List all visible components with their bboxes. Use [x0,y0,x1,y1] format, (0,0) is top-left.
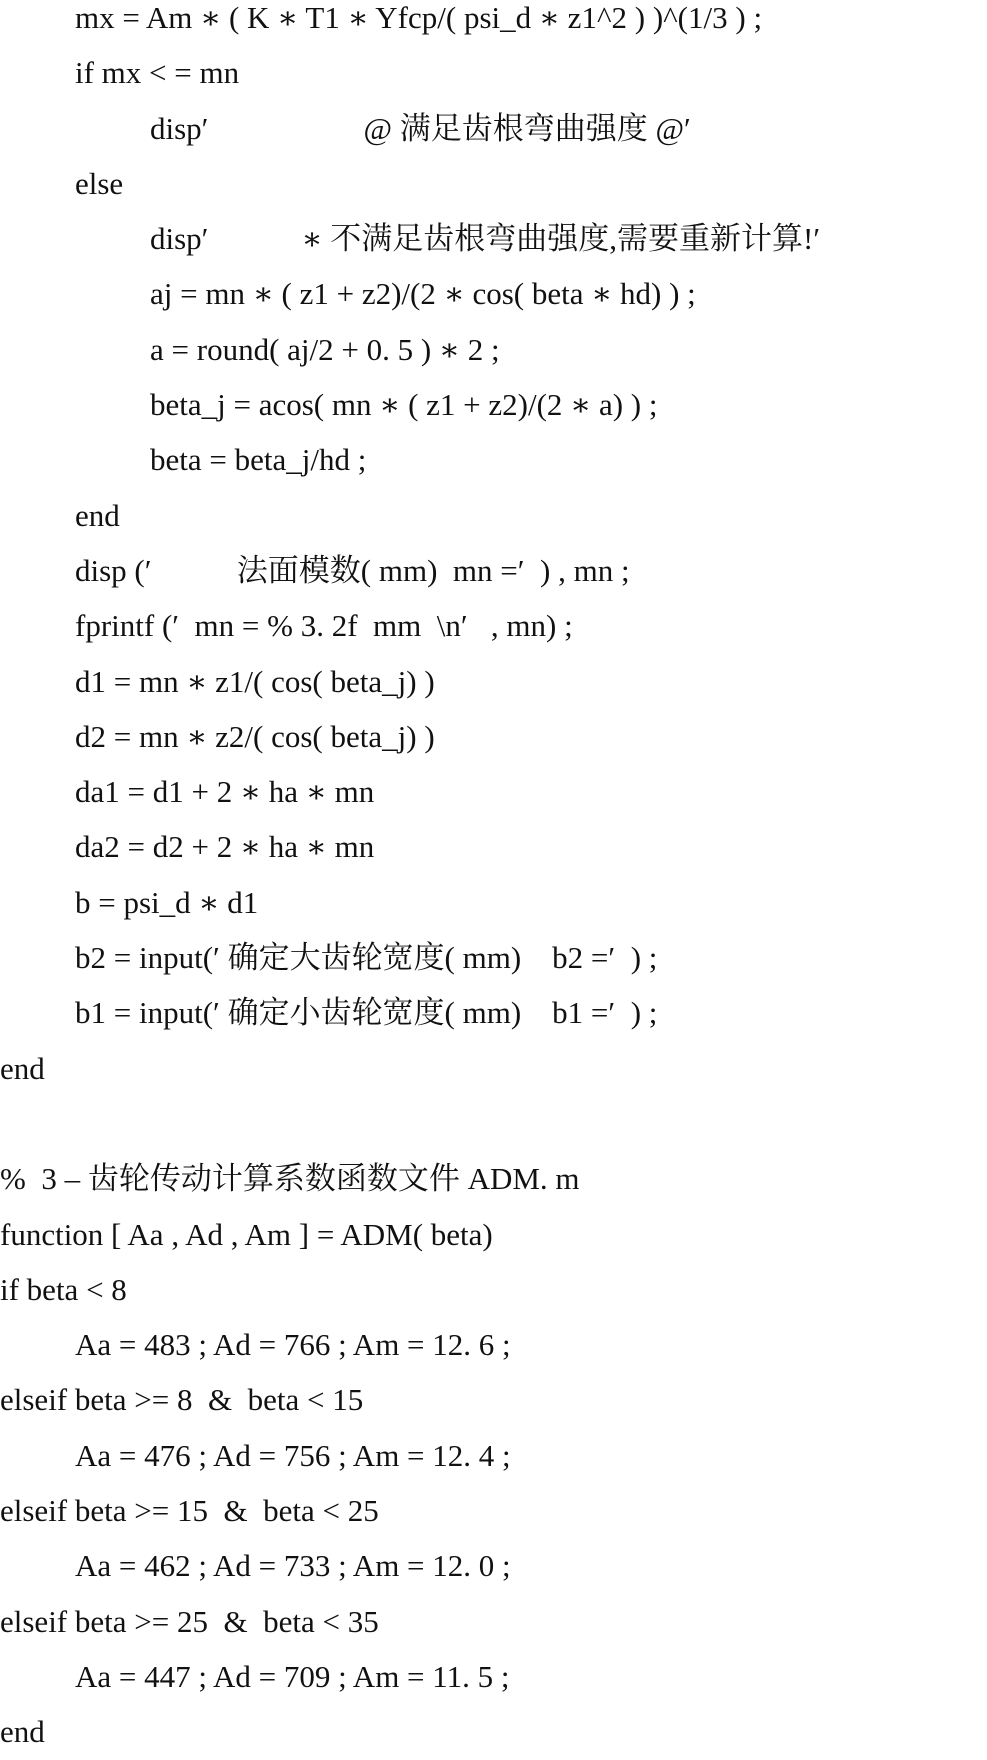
code-line: d1 = mn ∗ z1/( cos( beta_j) ) [75,663,435,699]
code-line: b1 = input(′ 确定小齿轮宽度( mm) b1 =′ ) ; [75,995,658,1031]
code-line [0,1096,987,1151]
code-line: Aa = 483 ; Ad = 766 ; Am = 12. 6 ; [75,1327,511,1363]
code-line: b2 = input(′ 确定大齿轮宽度( mm) b2 =′ ) ; [75,940,658,976]
code-line: aj = mn ∗ ( z1 + z2)/(2 ∗ cos( beta ∗ hd) ) ; [150,276,696,312]
code-line: mx = Am ∗ ( K ∗ T1 ∗ Yfcp/( psi_d ∗ z1^2 ) )^(1/3 ) ; [75,0,763,35]
code-line: disp′ ∗ 不满足齿根弯曲强度,需要重新计算!′ [150,221,821,257]
code-line: % 3 – 齿轮传动计算系数函数文件 ADM. m [0,1161,580,1197]
code-line: b = psi_d ∗ d1 [75,884,259,920]
code-line: elseif beta >= 15 & beta < 25 [0,1493,379,1529]
code-line: da2 = d2 + 2 ∗ ha ∗ mn [75,829,375,865]
code-line: Aa = 476 ; Ad = 756 ; Am = 12. 4 ; [75,1437,511,1473]
code-line: end [75,497,120,533]
code-line: function [ Aa , Ad , Am ] = ADM( beta) [0,1216,493,1252]
code-line: disp (′ 法面模数( mm) mn =′ ) , mn ; [75,552,630,588]
code-line: Aa = 462 ; Ad = 733 ; Am = 12. 0 ; [75,1548,511,1584]
code-line: a = round( aj/2 + 0. 5 ) ∗ 2 ; [150,331,500,367]
code-line: else [75,165,124,201]
code-line: beta_j = acos( mn ∗ ( z1 + z2)/(2 ∗ a) ) ; [150,387,658,423]
code-line: if beta < 8 [0,1271,127,1307]
code-line: fprintf (′ mn = % 3. 2f mm \n′ , mn) ; [75,608,573,644]
code-line: d2 = mn ∗ z2/( cos( beta_j) ) [75,718,435,754]
code-line: Aa = 447 ; Ad = 709 ; Am = 11. 5 ; [75,1658,510,1694]
code-line: if mx < = mn [75,55,240,91]
code-line: elseif beta >= 25 & beta < 35 [0,1603,379,1639]
code-line: elseif beta >= 8 & beta < 15 [0,1382,364,1418]
code-line: beta = beta_j/hd ; [150,442,367,478]
code-line: end [0,1714,45,1750]
code-line: da1 = d1 + 2 ∗ ha ∗ mn [75,774,375,810]
code-line: disp′ @ 满足齿根弯曲强度 @′ [150,110,691,146]
code-line: end [0,1050,45,1086]
